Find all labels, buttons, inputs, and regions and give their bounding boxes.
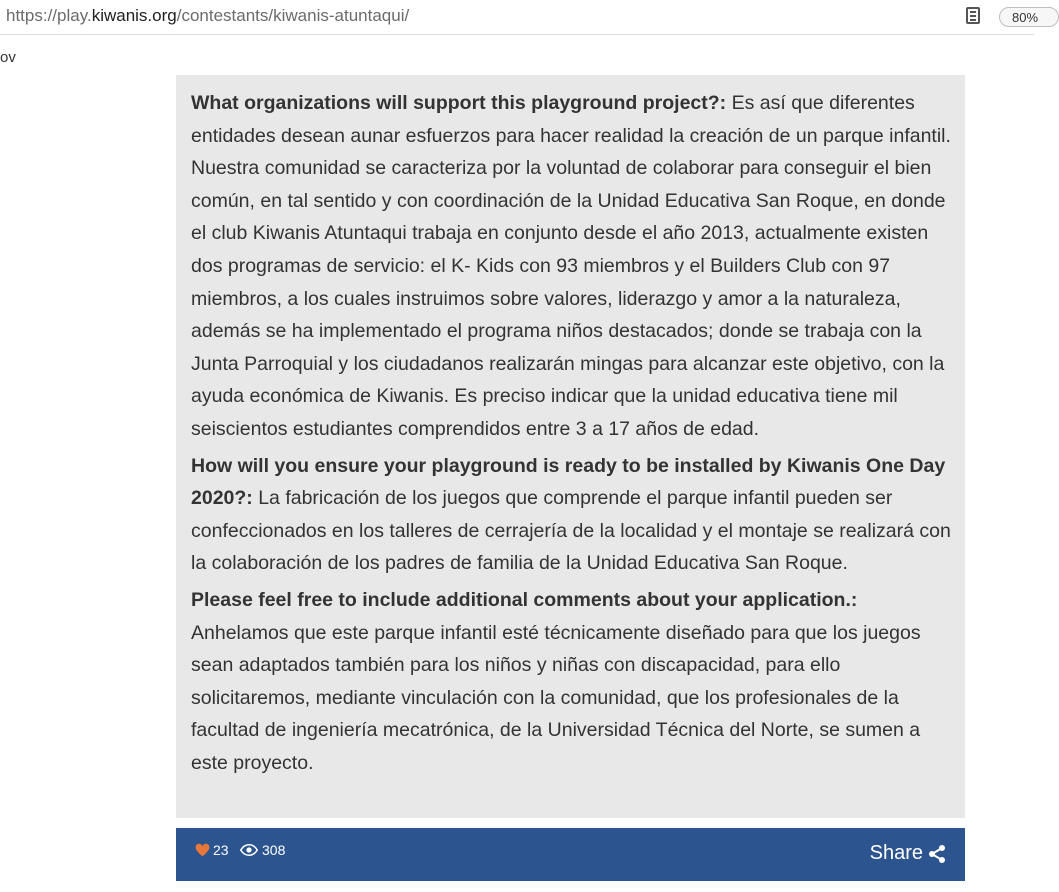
engagement-footer bbox=[176, 828, 965, 881]
url-text[interactable] bbox=[6, 6, 409, 26]
answer-text: La fabricación de los juegos que comprende el parque infantil pueden ser confeccionados en los talleres de cerrajería de la localidad y el montaje se realizará con la colaboración de los padres de familia de la Unidad Educativa San Roque. bbox=[191, 487, 951, 575]
likes-count: 23 bbox=[213, 842, 229, 858]
share-icon bbox=[927, 844, 947, 864]
qa-block-comments bbox=[191, 584, 955, 780]
views-count: 308 bbox=[262, 842, 286, 858]
browser-address-bar[interactable] bbox=[0, 0, 1039, 35]
share-label: Share bbox=[869, 842, 923, 864]
url-prefix: https://play. bbox=[6, 6, 92, 25]
application-answers-panel bbox=[176, 75, 965, 818]
heart-icon[interactable] bbox=[195, 843, 210, 857]
question-label: What organizations will support this playground project?: bbox=[191, 92, 727, 114]
question-label: How will you ensure your playground is ready to be installed by Kiwanis One Day 2020?: bbox=[191, 454, 946, 510]
answer-text: Anhelamos que este parque infantil esté técnicamente diseñado para que los juegos sean adaptados también para los niños y niñas con discapacidad, para ello solicitaremos, mediante vinculación con la comunidad, que los profesionales de la facultad de ingeniería mecatrónica, de la Universidad Técnica del Norte, se sumen a este proyecto. bbox=[191, 621, 921, 774]
likes-counter[interactable] bbox=[195, 842, 229, 858]
share-button[interactable] bbox=[870, 842, 947, 865]
answer-text: Es así que diferentes entidades desean aunar esfuerzos para hacer realidad la creación de un parque infantil. Nuestra comunidad se caracteriza por la voluntad de colaborar para conseguir el bien común, en tal sentido y con coordinación de la Unidad Educativa San Roque, en donde el club Kiwanis Atuntaqui trabaja en conjunto desde el año 2013, actualmente existen dos programas de servicio: el K- Kids con 93 miembros y el Builders Club con 97 miembros, a los cuales instruimos sobre valores, liderazgo y amor a la naturaleza, además se ha implementado el programa niños destacados; donde se trabaja con la Junta Parroquial y los ciudadanos realizarán mingas para alcanzar este objetivo, con la ayuda económica de Kiwanis. Es preciso indicar que la unidad educativa tiene mil seiscientos estudiantes comprendidos entre 3 a 17 años de edad. bbox=[191, 92, 951, 440]
question-label: Please feel free to include additional comments about your application.: bbox=[191, 588, 858, 611]
views-counter bbox=[240, 842, 285, 858]
eye-icon bbox=[240, 844, 258, 856]
reader-mode-icon[interactable] bbox=[966, 7, 980, 24]
bookmark-item[interactable]: ov bbox=[0, 49, 16, 66]
qa-block-installation bbox=[191, 450, 955, 580]
url-path: /contestants/kiwanis-atuntaqui/ bbox=[176, 6, 410, 25]
bookmark-bar bbox=[0, 35, 1034, 75]
url-domain: kiwanis.org bbox=[91, 6, 177, 25]
qa-block-organizations bbox=[191, 87, 955, 446]
zoom-level-button[interactable]: 80% bbox=[999, 7, 1059, 27]
